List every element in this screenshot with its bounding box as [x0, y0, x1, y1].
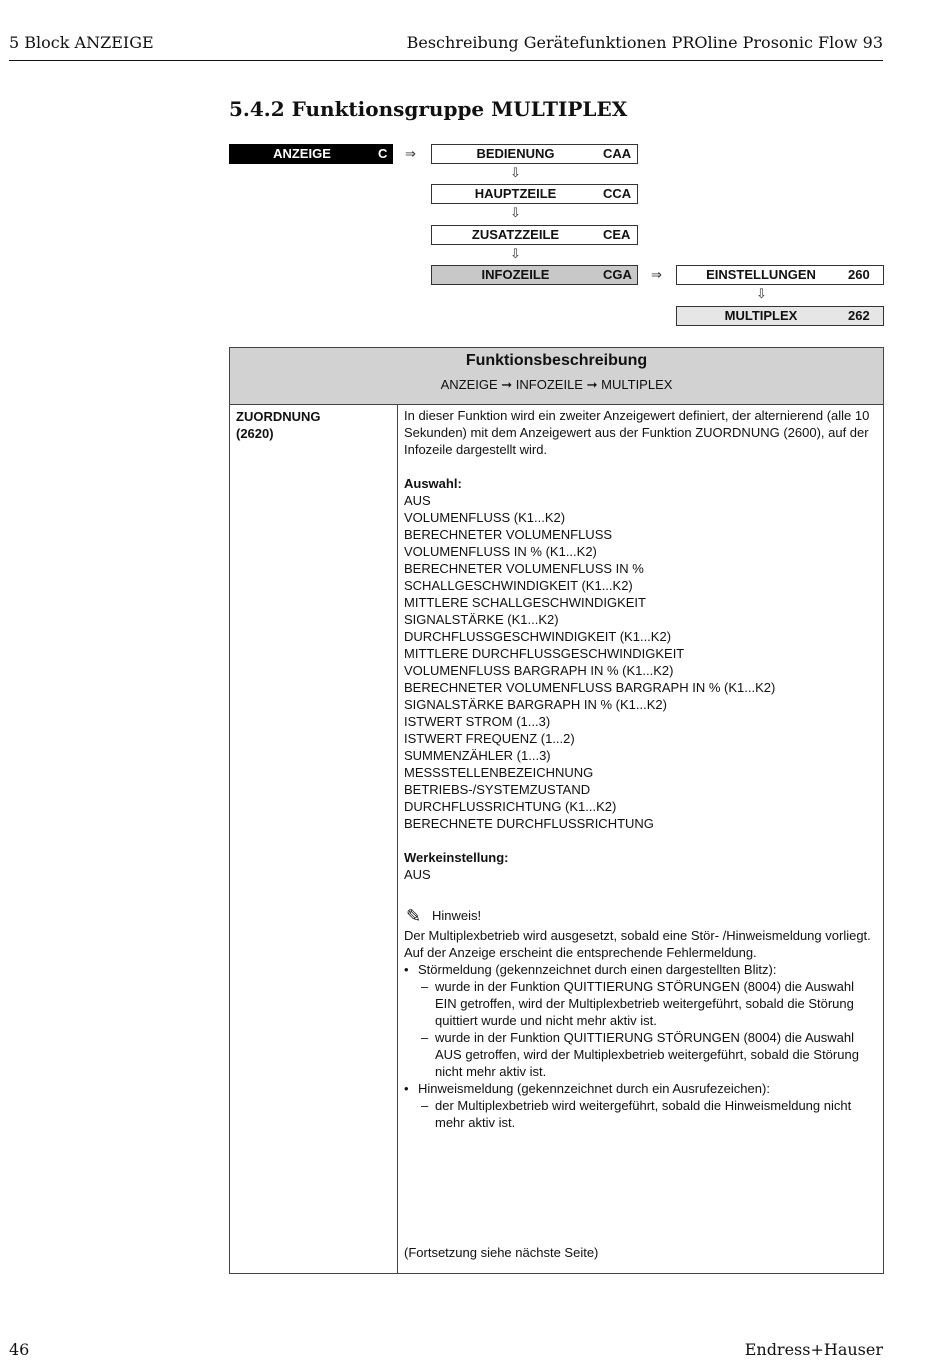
down-arrow-icon: ⇩ [510, 165, 521, 180]
menu-box-hauptzeile [431, 184, 638, 204]
sub-item-text: der Multiplexbetrieb wird weitergeführt, sobald die Hinweismeldung nicht mehr aktiv ist. [435, 1098, 852, 1130]
note-sub-item [404, 1029, 879, 1080]
breadcrumb [230, 377, 883, 393]
pencil-icon: ✎ [406, 906, 422, 926]
dash-marker: – [421, 979, 429, 994]
note-bullet [404, 1080, 879, 1097]
continuation-note: (Fortsetzung siehe nächste Seite) [404, 1245, 599, 1260]
breadcrumb-item: INFOZEILE [515, 377, 583, 392]
menu-box-label: ZUSATZZEILE [471, 227, 560, 242]
running-header-chapter: 5 Block ANZEIGE [9, 33, 154, 52]
selection-option: BERECHNETER VOLUMENFLUSS [404, 527, 613, 542]
note-bullet-list [404, 961, 879, 1131]
selection-option: BERECHNETER VOLUMENFLUSS IN % [404, 561, 644, 576]
selection-option: MESSSTELLENBEZEICHNUNG [404, 765, 594, 780]
down-arrow-icon: ⇩ [510, 246, 521, 261]
note-title: Hinweis! [432, 908, 482, 923]
intro-text: In dieser Funktion wird ein zweiter Anzeigewert definiert, der alternierend (alle 10 Sekunden) mit dem Anzeigewert aus der Funktion ZUORDNUNG (2600), auf der Infozeile dargestellt wird. [404, 408, 870, 457]
menu-box-zusatzzeile [431, 225, 638, 245]
dash-marker: – [421, 1030, 429, 1045]
menu-box-code: CGA [603, 267, 632, 282]
menu-box-code: C [378, 146, 388, 161]
down-arrow-icon: ⇩ [756, 286, 767, 301]
default-value: AUS [404, 867, 431, 882]
selection-option: VOLUMENFLUSS BARGRAPH IN % (K1...K2) [404, 663, 674, 678]
selection-option: BETRIEBS-/SYSTEMZUSTAND [404, 782, 591, 797]
note-sub-item [404, 978, 879, 1029]
selection-label: Auswahl: [404, 476, 462, 491]
right-arrow-icon: ⇒ [405, 146, 416, 161]
default-label: Werkeinstellung: [404, 850, 509, 865]
menu-box-infozeile [431, 265, 638, 285]
sub-item-text: wurde in der Funktion QUITTIERUNG STÖRUNGEN (8004) die Auswahl AUS getroffen, wird der Multiplexbetrieb weitergeführt, sobald die Störung nicht mehr aktiv ist. [435, 1030, 859, 1079]
menu-box-code: CCA [603, 186, 632, 201]
selection-option: SIGNALSTÄRKE BARGRAPH IN % (K1...K2) [404, 697, 667, 712]
selection-option: SCHALLGESCHWINDIGKEIT (K1...K2) [404, 578, 633, 593]
note-bullet [404, 961, 879, 978]
note-heading [404, 907, 879, 927]
bullet-marker: • [404, 962, 409, 977]
menu-box-einstellungen [676, 265, 884, 285]
menu-box-code: CAA [603, 146, 632, 161]
function-description-cell [404, 407, 879, 1131]
footer-brand: Endress+Hauser [744, 1340, 883, 1359]
arrow-icon: ➞ [501, 377, 513, 392]
bullet-text: Hinweismeldung (gekennzeichnet durch ein Ausrufezeichen): [418, 1081, 770, 1096]
note-text: Der Multiplexbetrieb wird ausgesetzt, sobald eine Stör- /Hinweismeldung vorliegt. Auf der Anzeige erscheint die entsprechende Fehlermeldung. [404, 928, 871, 960]
table-header [230, 348, 883, 405]
down-arrow-icon: ⇩ [510, 205, 521, 220]
dash-marker: – [421, 1098, 429, 1113]
table-title: Funktionsbeschreibung [465, 352, 648, 369]
selection-option: ISTWERT FREQUENZ (1...2) [404, 731, 575, 746]
breadcrumb-item: ANZEIGE [440, 377, 498, 392]
function-name: ZUORDNUNG [236, 409, 321, 424]
header-rule [9, 60, 883, 61]
selection-option: DURCHFLUSSGESCHWINDIGKEIT (K1...K2) [404, 629, 672, 644]
menu-box-bedienung [431, 144, 638, 164]
note-sub-item [404, 1097, 879, 1131]
page-number: 46 [9, 1340, 30, 1359]
menu-box-label: ANZEIGE [273, 146, 331, 161]
bullet-text: Störmeldung (gekennzeichnet durch einen dargestellten Blitz): [418, 962, 777, 977]
section-title: 5.4.2 Funktionsgruppe MULTIPLEX [229, 97, 628, 121]
running-header-title: Beschreibung Gerätefunktionen PROline Prosonic Flow 93 [406, 33, 883, 52]
selection-option: AUS [404, 493, 431, 508]
function-code: (2620) [236, 426, 274, 441]
selection-option: SIGNALSTÄRKE (K1...K2) [404, 612, 559, 627]
selection-option: DURCHFLUSSRICHTUNG (K1...K2) [404, 799, 617, 814]
selection-option: VOLUMENFLUSS (K1...K2) [404, 510, 566, 525]
menu-box-label: MULTIPLEX [724, 308, 798, 323]
column-divider [397, 405, 398, 1273]
menu-box-code: 262 [848, 308, 870, 323]
function-description-table [229, 347, 884, 1274]
selection-option: SUMMENZÄHLER (1...3) [404, 748, 551, 763]
sub-item-text: wurde in der Funktion QUITTIERUNG STÖRUNGEN (8004) die Auswahl EIN getroffen, wird der Multiplexbetrieb weitergeführt, sobald die Störung quittiert wurde und nicht mehr aktiv ist. [435, 979, 855, 1028]
selection-option: ISTWERT STROM (1...3) [404, 714, 551, 729]
menu-box-label: INFOZEILE [481, 267, 550, 282]
menu-box-label: EINSTELLUNGEN [706, 267, 816, 282]
bullet-marker: • [404, 1081, 409, 1096]
selection-option: MITTLERE SCHALLGESCHWINDIGKEIT [404, 595, 646, 610]
breadcrumb-item: MULTIPLEX [601, 377, 673, 392]
arrow-icon: ➞ [586, 377, 598, 392]
selection-option: MITTLERE DURCHFLUSSGESCHWINDIGKEIT [404, 646, 685, 661]
menu-box-anzeige [229, 144, 393, 164]
selection-option: BERECHNETE DURCHFLUSSRICHTUNG [404, 816, 654, 831]
selection-option-list [404, 492, 879, 832]
selection-option: BERECHNETER VOLUMENFLUSS BARGRAPH IN % (K1...K2) [404, 680, 776, 695]
function-name-cell [236, 408, 321, 442]
menu-box-label: BEDIENUNG [476, 146, 555, 161]
menu-box-code: 260 [848, 267, 870, 282]
selection-option: VOLUMENFLUSS IN % (K1...K2) [404, 544, 597, 559]
menu-box-code: CEA [603, 227, 631, 242]
menu-box-multiplex [676, 306, 884, 326]
right-arrow-icon: ⇒ [651, 267, 662, 282]
menu-box-label: HAUPTZEILE [474, 186, 557, 201]
